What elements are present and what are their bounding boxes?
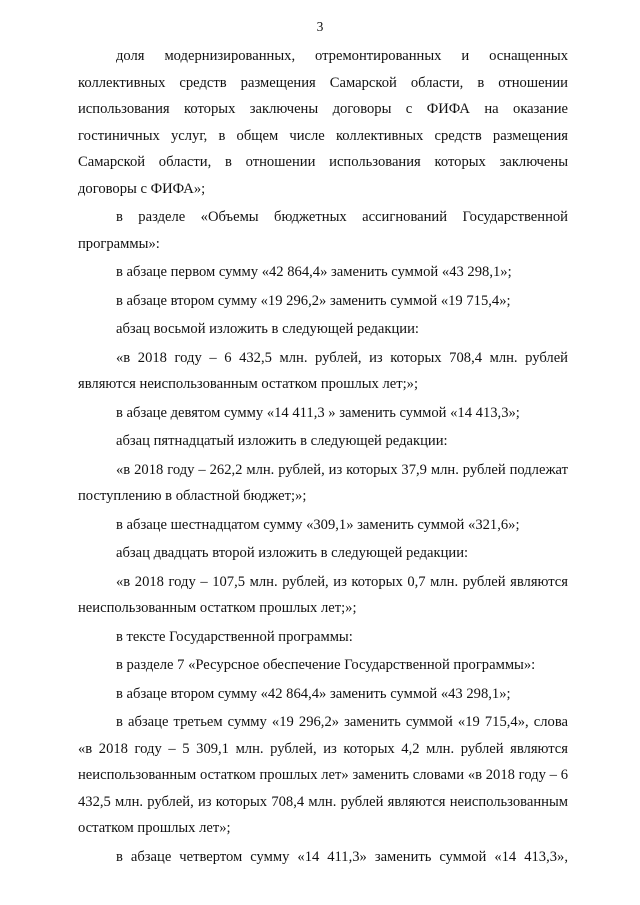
paragraph: в абзаце третьем сумму «19 296,2» заменить суммой «19 715,4», слова «в 2018 году – 5 309,1 млн. рублей, из которых 4,2 млн. рублей являются неиспользованным остатком прошлых лет» заменить словами «в 2018 году – 6 432,5 млн. рублей, из которых 708,4 млн. рублей являются неиспользованным остатком прошлых лет»; <box>78 714 568 836</box>
paragraph: в абзаце втором сумму «42 864,4» заменить суммой «43 298,1»; <box>116 685 511 702</box>
paragraph: в тексте Государственной программы: <box>116 628 353 645</box>
paragraph: абзац восьмой изложить в следующей редакции: <box>116 321 419 337</box>
paragraph: «в 2018 году – 6 432,5 млн. рублей, из которых 708,4 млн. рублей являются неиспользованным остатком прошлых лет;»; <box>78 349 568 392</box>
paragraph: в разделе «Объемы бюджетных ассигнований Государственной программы»: <box>78 209 568 252</box>
paragraph: абзац пятнадцатый изложить в следующей редакции: <box>116 433 448 449</box>
paragraph: в абзаце шестнадцатом сумму «309,1» заменить суммой «321,6»; <box>116 516 520 533</box>
paragraph: в разделе 7 «Ресурсное обеспечение Государственной программы»: <box>116 657 536 673</box>
page-number: 3 <box>316 19 324 34</box>
paragraph: в абзаце девятом сумму «14 411,3 » заменить суммой «14 413,3»; <box>116 404 520 421</box>
paragraph: в абзаце втором сумму «19 296,2» заменить суммой «19 715,4»; <box>116 292 511 309</box>
paragraph: доля модернизированных, отремонтированных и оснащенных коллективных средств размещения Самарской области, в отношении использования которых заключены договоры с ФИФА на оказание гостиничных услуг, в общем числе коллективных средств размещения Самарской области, в отношении использования которых заключены договоры с ФИФА»; <box>78 48 568 197</box>
paragraph: в абзаце четвертом сумму «14 411,3» заменить суммой «14 413,3», <box>116 848 568 865</box>
document-body <box>78 43 568 872</box>
paragraph: «в 2018 году – 262,2 млн. рублей, из которых 37,9 млн. рублей подлежат поступлению в областной бюджет;»; <box>78 461 568 504</box>
paragraph: абзац двадцать второй изложить в следующей редакции: <box>116 545 469 561</box>
paragraph: «в 2018 году – 107,5 млн. рублей, из которых 0,7 млн. рублей являются неиспользованным остатком прошлых лет;»; <box>78 573 568 616</box>
paragraph: в абзаце первом сумму «42 864,4» заменить суммой «43 298,1»; <box>116 264 512 280</box>
